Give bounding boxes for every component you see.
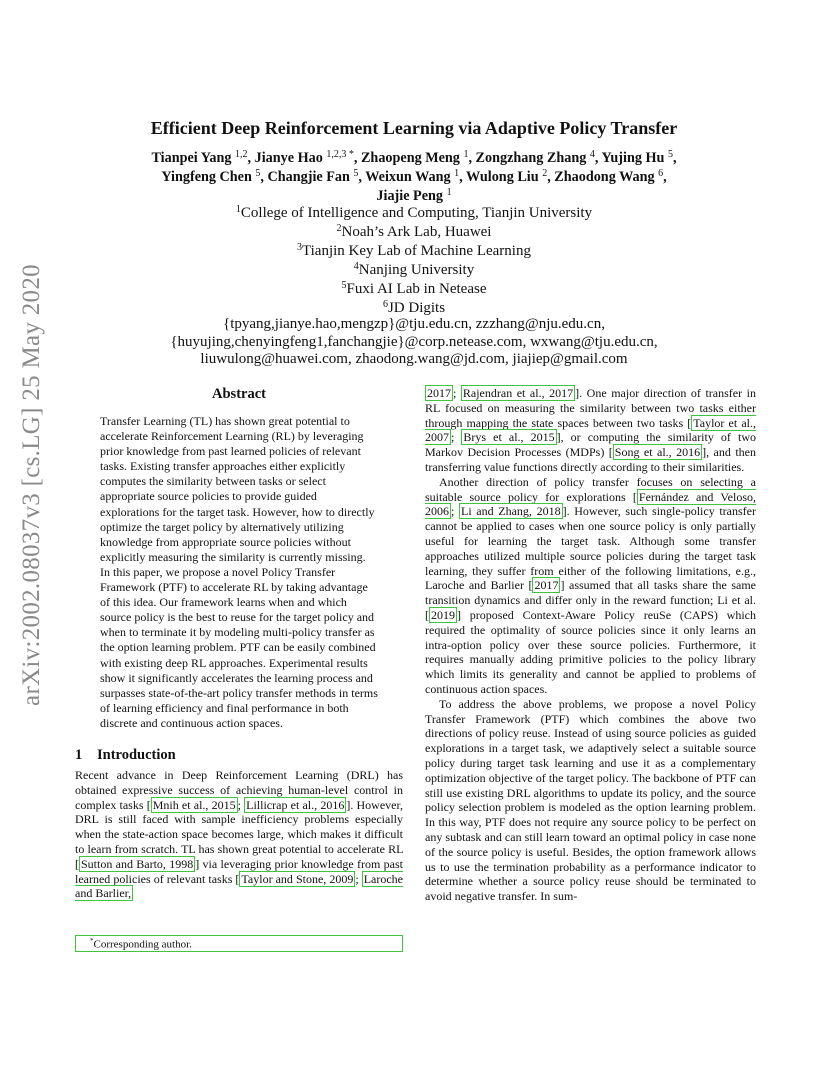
citation-link[interactable]: Li and Zhang, 2018 — [460, 504, 561, 519]
email-list — [80, 316, 748, 369]
author: Jiajie Peng $^1$ — [376, 187, 452, 204]
author: Wulong Liu $^2$, — [465, 168, 551, 185]
email-line: {tpyang,jianye.hao,mengzp}@tju.edu.cn, zzzhang@nju.edu.cn, — [223, 316, 605, 332]
citation-link[interactable]: Mnih et al., 2015 — [152, 797, 236, 812]
affiliation-list — [80, 204, 748, 318]
author: Yujing Hu $^5$, — [601, 149, 677, 166]
author: Zhaodong Wang $^6$, — [554, 168, 667, 185]
citation-link[interactable]: Brys et al., 2015 — [463, 430, 555, 445]
arxiv-stamp — [6, 264, 58, 706]
section-heading-introduction — [75, 747, 403, 764]
citation-link[interactable]: Lillicrap et al., 2016 — [246, 797, 345, 812]
citation-link[interactable]: 2019 — [431, 607, 455, 622]
paper-title: Efficient Deep Reinforcement Learning via Adaptive Policy Transfer — [150, 118, 678, 138]
author: Tianpei Yang $^{1,2}$, — [151, 149, 252, 166]
footnote — [75, 935, 403, 952]
affiliation: $^2$Noah’s Ark Lab, Huawei — [336, 223, 492, 240]
citation-link[interactable]: Song et al., 2016 — [614, 445, 701, 460]
citation-link[interactable]: Fernández and Veloso, 2006 — [425, 489, 757, 519]
citation-link[interactable]: Taylor and Stone, 2009 — [241, 871, 354, 886]
author: Zhaopeng Meng $^1$, — [360, 149, 472, 166]
affiliation: $^6$JD Digits — [382, 299, 446, 316]
author: Zongzhang Zhang $^4$, — [475, 149, 599, 166]
email-line: {huyujing,chenyingfeng1,fanchangjie}@corp.netease.com, wxwang@tju.edu.cn, — [170, 333, 658, 350]
abstract-heading: Abstract — [212, 386, 266, 402]
section-number: 1 — [75, 746, 83, 763]
section-title: Introduction — [97, 746, 176, 763]
affiliation: $^3$Tianjin Key Lab of Machine Learning — [297, 242, 531, 259]
intro-paragraph: Another direction of policy transfer focuses on selecting a suitable source policy for explorations [ Fernández and Veloso, 2006 ; Li and Zhang, 2018 ]. However, such single-policy transfer cannot be applied to cases when one source policy is only partially useful for learning the target task. Although some transfer approaches utilized multiple source policies during the target task learning, they suffer from either of the following limitations, e.g., Laroche and Barlier [ 2017 ] assumed that all tasks share the same transition dynamics and differ only in the reward function; Li et al. [ 2019 ] proposed Context-Aware Policy reuSe (CAPS) which required the optimality of source policies since it only learns an intra-option policy over these source policies. Furthermore, it requires manually adding primitive policies to the policy library which limits its generality and cannot be applied to problems of continuous action spaces. — [425, 474, 757, 696]
citation-link[interactable]: 2017 — [427, 386, 451, 400]
citation-link[interactable]: Sutton and Barto, 1998 — [81, 856, 194, 871]
left-column — [75, 386, 403, 901]
author: Changjie Fan $^5$, — [267, 168, 362, 185]
intro-paragraph: Recent advance in Deep Reinforcement Learning (DRL) has obtained expressive success of achieving human-level control in complex tasks [ Mnih et al., 2015 ; Lillicrap et al., 2016 ]. However, DRL is still faced with sample inefficiency problems especially when the state-action space becomes large, which makes it difficult to learn from scratch. TL has shown great potential to accelerate RL [ Sutton and Barto, 1998 ] via leveraging prior knowledge from past learned policies of relevant tasks [ Taylor and Stone, 2009 ; Laroche and Barlier, — [75, 767, 404, 901]
citation-link[interactable]: Laroche and Barlier, — [75, 871, 404, 901]
author: Yingfeng Chen $^5$, — [161, 168, 264, 185]
affiliation: $^4$Nanjing University — [353, 261, 475, 278]
arxiv-stamp-text: arXiv:2002.08037v3 [cs.LG] 25 May 2020 — [18, 264, 45, 706]
intro-paragraph: 2017 ; Rajendran et al., 2017 ]. One major direction of transfer in RL focused on measuring the similarity between two tasks either through mapping the state spaces between two tasks [ Taylor et al., 2007 ; Brys et al., 2015 ], or computing the similarity of two Markov Decision Processes (MDPs) [ Song et al., 2016 ], and then transferring value functions directly according to their similarities. — [425, 386, 756, 474]
citation-link[interactable]: 2017 — [534, 578, 559, 593]
author-list — [80, 149, 748, 206]
abstract-text: Transfer Learning (TL) has shown great potential to accelerate Reinforcement Learning (RL) by leveraging prior knowledge from past learned policies of relevant tasks. Existing transfer approaches either explicitly computes the similarity between tasks or select appropriate source policies to provide guided explorations for the target task. However, how to directly optimize the target policy by alternatively utilizing knowledge from appropriate source policies without explicitly measuring the similarity is currently missing. In this paper, we propose a novel Policy Transfer Framework (PTF) to accelerate RL by taking advantage of this idea. Our framework learns when and which source policy is the best to reuse for the target policy and when to terminate it by modeling multi-policy transfer as the option learning problem. PTF can be easily combined with existing deep RL approaches. Experimental results show it significantly accelerates the learning process and surpasses state-of-the-art policy transfer methods in terms of learning efficiency and final performance in both discrete and continuous action spaces. — [100, 414, 378, 730]
footnote-link[interactable]: *Corresponding author. — [75, 935, 403, 952]
citation-link[interactable]: Taylor et al., 2007 — [425, 415, 756, 445]
author: Jianye Hao $^{1,2,3 *}$, — [254, 149, 358, 166]
right-column — [425, 386, 756, 904]
affiliation: $^1$College of Intelligence and Computing, Tianjin University — [235, 204, 593, 221]
affiliation: $^5$Fuxi AI Lab in Netease — [341, 280, 487, 297]
citation-link[interactable]: Rajendran et al., 2017 — [462, 386, 574, 400]
author: Weixun Wang $^1$, — [365, 168, 463, 185]
intro-paragraph: To address the above problems, we propose a novel Policy Transfer Framework (PTF) which combines the above two directions of policy reuse. Instead of using source policies as guided explorations in a target task, we adaptively select a suitable source policy during target task learning and use it as a complementary optimization objective of the target policy. The backbone of PTF can still use existing DRL algorithms to update its policy, and the source policy selection problem is modeled as the option learning problem. In this way, PTF does not require any source policy to be perfect on any subtask and can still learn toward an optimal policy in case none of the source policy is useful. Besides, the option framework allows us to use the termination probability as a performance indicator to determine whether a source policy reuse should be terminated to avoid negative transfer. In sum- — [425, 696, 756, 904]
email-line: liuwulong@huawei.com, zhaodong.wang@jd.com, jiajiep@gmail.com — [200, 351, 628, 367]
